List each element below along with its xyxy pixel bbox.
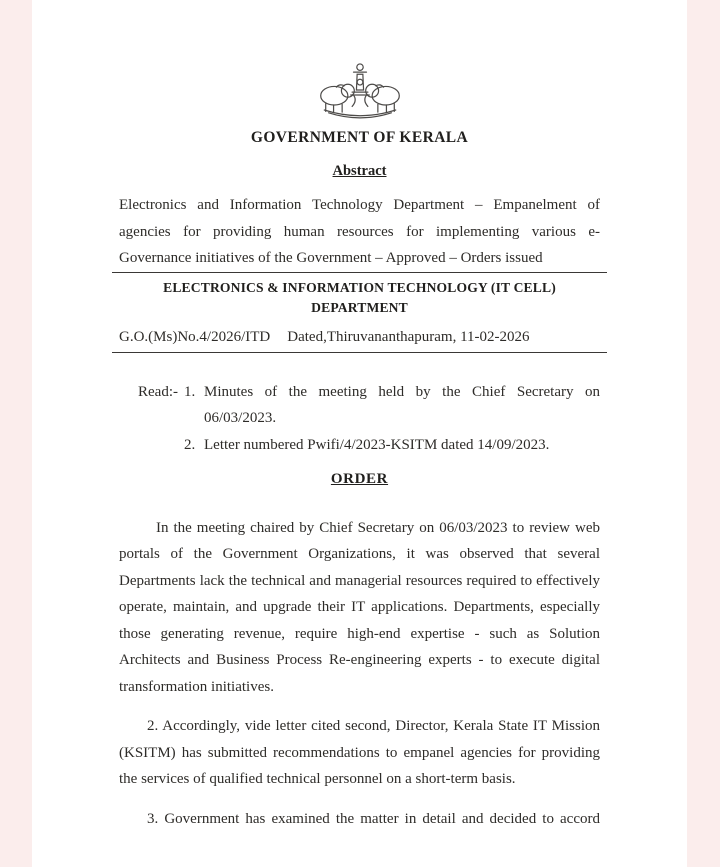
- kerala-state-emblem-icon: [310, 60, 410, 120]
- abstract-paragraph: Electronics and Information Technology Department – Empanelment of agencies for providing human resources for implementing various e-Governance initiatives of the Government – Approved – Orders issued: [119, 197, 600, 266]
- read-label: Read:-: [138, 383, 178, 400]
- document-page: [32, 0, 687, 867]
- department-heading: ELECTRONICS & INFORMATION TECHNOLOGY (IT CELL) DEPARTMENT: [163, 279, 556, 315]
- order-heading: ORDER: [330, 471, 389, 487]
- read-item: [184, 432, 600, 459]
- read-items: [184, 379, 600, 459]
- abstract-heading: Abstract: [332, 163, 387, 179]
- horizontal-rule-bottom: [112, 352, 607, 353]
- read-section: [119, 379, 600, 459]
- order-number: G.O.(Ms)No.4/2026/ITD: [119, 328, 271, 345]
- order-date: Dated,Thiruvananthapuram, 11-02-2026: [287, 328, 530, 345]
- read-item-text: Letter numbered Pwifi/4/2023-KSITM dated 14/09/2023.: [204, 436, 550, 453]
- order-paragraph-1: In the meeting chaired by Chief Secretary on 06/03/2023 to review web portals of the Government Organizations, it was observed that several Departments lack the technical and managerial resources required to effectively operate, maintain, and upgrade their IT applications. Departments, especially those generating revenue, require high-end expertise - such as Solution Architects and Business Process Re-engineering experts - to execute digital transformation initiatives.: [119, 519, 600, 695]
- read-item-number: 1.: [184, 383, 196, 400]
- order-paragraph-2: 2. Accordingly, vide letter cited second, Director, Kerala State IT Mission (KSITM) has submitted recommendations to empanel agencies for providing the services of qualified technical personnel on a short-term basis.: [119, 718, 600, 787]
- order-reference-line: [119, 326, 600, 348]
- emblem-container: [310, 60, 410, 120]
- read-item-text: Minutes of the meeting held by the Chief Secretary on 06/03/2023.: [204, 383, 600, 426]
- read-item-number: 2.: [184, 436, 196, 453]
- order-paragraph-3: 3. Government has examined the matter in detail and decided to accord: [147, 810, 600, 827]
- horizontal-rule-top: [112, 272, 607, 273]
- government-title: GOVERNMENT OF KERALA: [250, 129, 469, 146]
- read-item: [184, 379, 600, 432]
